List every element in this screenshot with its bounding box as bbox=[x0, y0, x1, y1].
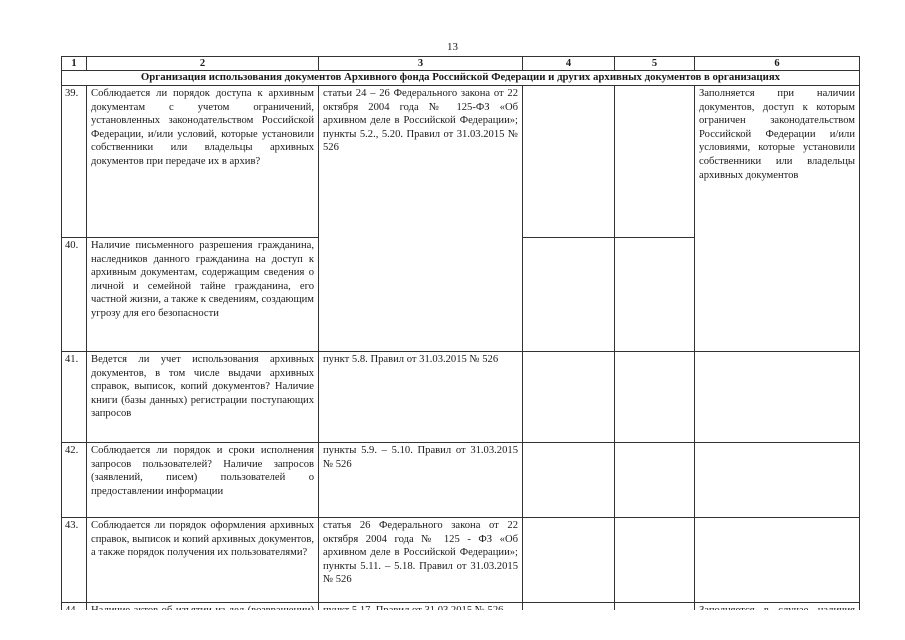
row-basis: пункты 5.9. – 5.10. Правил от 31.03.2015 № 526 bbox=[319, 443, 523, 518]
row-question: Соблюдается ли порядок и сроки исполнения запросов пользователей? Наличие запросов (заявлений, писем) пользователей о предоставлении информации bbox=[87, 443, 319, 518]
row-cell-empty bbox=[523, 238, 615, 352]
row-cell-empty bbox=[615, 352, 695, 443]
row-cell-empty bbox=[695, 443, 860, 518]
row-question: Соблюдается ли порядок доступа к архивным документам с учетом ограничений, установленных законодательством Российской Федерации, и/или условий, которые установили собственники или владельцы архивных документов при передаче их в архив? bbox=[87, 86, 319, 238]
column-header: 6 bbox=[695, 57, 860, 71]
row-cell-empty bbox=[695, 352, 860, 443]
row-cell-empty bbox=[523, 86, 615, 238]
table-row bbox=[62, 443, 860, 518]
row-number: 42. bbox=[62, 443, 87, 518]
row-cell-empty bbox=[615, 238, 695, 352]
row-question: Наличие письменного разрешения гражданина, наследников данного гражданина на доступ к архивным документам, содержащим сведения о личной и семейной тайне гражданина, его частной жизни, а также к сведениям, создающим угрозу для его безопасности bbox=[87, 238, 319, 352]
row-cell-empty bbox=[523, 443, 615, 518]
row-basis: пункт 5.8. Правил от 31.03.2015 № 526 bbox=[319, 352, 523, 443]
row-basis: статья 26 Федерального закона от 22 октября 2004 года № 125 - ФЗ «Об архивном деле в Российской Федерации»; пункты 5.11. – 5.18. Правил от 31.03.2015 № 526 bbox=[319, 518, 523, 603]
page-bottom-margin bbox=[0, 610, 905, 640]
table-row bbox=[62, 518, 860, 603]
row-number: 40. bbox=[62, 238, 87, 352]
row-number: 41. bbox=[62, 352, 87, 443]
row-cell-empty bbox=[615, 443, 695, 518]
row-note: Заполняется при наличии документов, доступ к которым ограничен законодательством Российской Федерации и/или условиями, которые установили собственники или владельцы архивных документов bbox=[695, 86, 860, 352]
row-cell-empty bbox=[615, 518, 695, 603]
row-question: Ведется ли учет использования архивных документов, в том числе выдачи архивных справок, выписок, копий документов? Наличие книги (базы данных) регистрации поступающих запросов bbox=[87, 352, 319, 443]
section-title: Организация использования документов Архивного фонда Российской Федерации и других архивных документов в организациях bbox=[62, 71, 860, 86]
row-cell-empty bbox=[615, 86, 695, 238]
column-header: 2 bbox=[87, 57, 319, 71]
row-cell-empty bbox=[523, 518, 615, 603]
section-row bbox=[62, 71, 860, 86]
row-question: Соблюдается ли порядок оформления архивных справок, выписок и копий архивных документов, а также порядок получения их пользователями? bbox=[87, 518, 319, 603]
row-basis: статьи 24 – 26 Федерального закона от 22 октября 2004 года № 125-ФЗ «Об архивном деле в Российской Федерации»; пункты 5.2., 5.20. Правил от 31.03.2015 № 526 bbox=[319, 86, 523, 352]
row-number: 43. bbox=[62, 518, 87, 603]
row-cell-empty bbox=[523, 352, 615, 443]
column-header: 4 bbox=[523, 57, 615, 71]
table-row bbox=[62, 352, 860, 443]
table-row bbox=[62, 86, 860, 238]
checklist-table bbox=[61, 56, 860, 637]
row-number: 39. bbox=[62, 86, 87, 238]
page-number: 13 bbox=[447, 41, 458, 53]
column-header: 3 bbox=[319, 57, 523, 71]
row-cell-empty bbox=[695, 518, 860, 603]
column-header-row bbox=[62, 57, 860, 71]
column-header: 5 bbox=[615, 57, 695, 71]
column-header: 1 bbox=[62, 57, 87, 71]
